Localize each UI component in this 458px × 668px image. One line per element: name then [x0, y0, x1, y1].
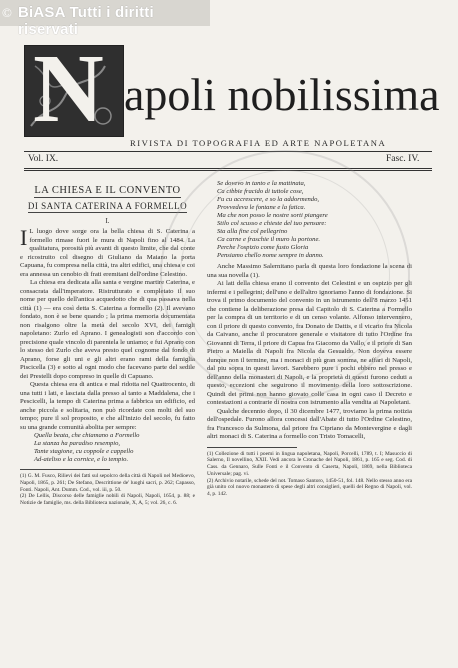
divider	[24, 168, 432, 169]
paragraph: Anche Massimo Salernitano parla di questa loro fondazione la scena di una sua novella (1).	[207, 263, 412, 279]
verse-line: La stanza ha paradiso resempio,	[34, 440, 121, 447]
journal-title: apoli nobilissima	[124, 69, 440, 120]
divider	[24, 151, 432, 152]
footnote: (1) Collezione di tutti i poemi in lingua napoletana, Napoli, Porcelli, 1789, t. I; Masuccio di Salerno, Il novellino, XXII. Vedi ancora le Cronache del Napoli, 1861, p. 165 e seg. Cod. di Cass. da Gennaro, Sulle Fonti e il Convento di Caserta, Napoli, 1869, nella Biblioteca Universale; pag. vi.	[207, 450, 412, 477]
watermark-text: BiASA Tutti i diritti riservati	[18, 4, 154, 38]
article-title: LA CHIESA E IL CONVENTO	[34, 185, 181, 196]
paragraph: La chiesa era dedicata alla santa e vergine martire Caterina, e consacrata dall'imperatore. Ristrutturato e completato il suo nome per quello dell'antica acquedotto che di qua passava nella città (1) — era così detta S. Caterina a formello (2). Il avevano fondato, non è se bene quando ; la prima memoria documentata non risalgono oltre la metà del secolo XVI, dei famigli napoletano: Zurlo ed Aprano. I genealogisti son d'accordo con precisione quale vincolo di parentela le uniamo; e fui Aprano con lo stesso dei Zurlo che aveva presto quel cognome dal fondo di Aprano, forse gli uni e gli altri erano rami della famiglia Piscicella (3) e sotto al ogni modo che facevano parte del sedile dei Prestelli dopo compreso in quelle di Capuano.	[20, 279, 195, 380]
footnote: (1) G. M. Fusco, Rilievi dei fatti sul sepolcro della città di Napoli nel Medioevo, Napoli, 1865, p. 261; De Stefano, Descrittione de' luoghi sacri, p. 262; Capasso, Fonti. Napoli, Ant. Dumm. Cod., vol. iii, p. 50.	[20, 473, 195, 493]
volume-label: Vol. IX.	[28, 154, 59, 164]
article-subtitle: DI SANTA CATERINA A FORMELLO	[27, 201, 188, 211]
paragraph: Questa chiesa era di antica e mal ridotta nel Quattrocento, di una tutti i lati, e lasciata dalla presso al tanto a Maddalena, che i Pescicelli, la tempo di Caterina prima a fabbrica un edificio, ed anche piccola e solitaria, non può ricordate con molti del suo tempo; pure il sol proposito, e che all'inizio del secolo, fu fatto su una grande comunità abolita per sempre:	[20, 381, 195, 431]
verse-line: Ca cibbie fracido di tuttole cose,	[217, 188, 304, 195]
verse-line: Quella beata, che chiamano a Formello	[34, 432, 140, 439]
section-number: I.	[105, 217, 110, 225]
watermark-banner	[0, 0, 210, 38]
footnote: (2) Archivio notarile, schede del not. Tomaso Santoro, 1450-51, fol. 148. Nello stesso anno era già unito col nuovo monastero di spese degli altri consiglieri, quelli del Regno di Napoli, vol. 4, p. 142.	[207, 477, 412, 498]
masthead-initial-letter: N	[33, 45, 104, 137]
paragraph: I L luogo dove sorge ora la bella chiesa di S. Caterina a formello rimase fuori le mura di Napoli fino al 1484. La qualitatura, porosità più avanti di questo limite, che dal conte e ricostruito col disegno di Giuliano da Maiano la porta Capuana, fu compresa nella città, tra altri edifici, una chiesa e coi era annessa un cenobio di frati eremitani dell'ordine Celestino.	[20, 225, 195, 278]
watermark-logo: ©	[2, 5, 12, 20]
footnote-divider	[207, 447, 297, 448]
paragraph: Qualche decennio dopo, il 30 dicembre 1477, troviamo la prima notizia dell'ospedale. Furono allora concessi dall'Abate di tutto l'Ordine Celestino, fra Francesco da Sulmona, dal priore fra Cipriano da Montevergine e dagli altri monaci di S. Caterina a formello con Tristo Tomacelli,	[207, 407, 412, 440]
masthead-initial	[24, 45, 124, 137]
footnote-divider	[20, 469, 110, 470]
fascicle-label: Fasc. IV.	[386, 154, 420, 164]
verse-line: Se dovevo in tanto e la mattinata,	[217, 180, 306, 187]
verse-line: Ca carne e fraschie il muro lu portone.	[217, 236, 321, 243]
verse-line: Provvedeva le fontane e la fatica.	[217, 204, 306, 211]
verse-line: Perche l'ospizio come fusto Gloria	[217, 244, 309, 251]
paragraph: Ai lati della chiesa erano il convento dei Celestini e un ospizio per gli infermi e i pellegrini; dell'uno e dell'altro ignoriamo l'anno di fondazione. Si trova il primo documento del convento in un istrumento dell'8 marzo 1451 che contiene la deliberazione presa dal Capitolo di S. Caterina a Formello per la compra di un territorio e di un censo volante. Alfonso intervennero, con il priore di questo convento, fra Donato de Dattis, e il vicario fra Nicola da Caivano, anche il procuratore generale e visitatore di tutto l'Ordine fra Giovanni di Terra, il priore di Capua fra Giacomo da Vallo, e il priore di San Pietro a Maiella di Napoli fra Nicola da Gesualdo. Non doveva essere dunque non il termine, ma i monaci di più gran somma, ne affari di Napoli, dal piu sopra in questi lavori. Sarebbero pure i pochi ebbero nel presso e dell'anno della monasteri di Napoli, e la proprietà di questi furono ceduti a questo, eccezioni che seguirono il movimento della loro sottoscrizione. Quindi dei primi non hanno giovato colle casa in ogni caso il Decreto e contestazioni a contrarie di nostra con istrumento alla vendita ai Napoletani.	[207, 280, 412, 406]
left-column	[20, 185, 195, 660]
right-column	[207, 180, 412, 665]
verse-line: Pensiamo chello nome sempre in danno.	[217, 252, 324, 259]
verse-line: Stilo col scusso e chieste del tuo pensare:	[217, 220, 327, 227]
divider	[24, 170, 432, 171]
drop-cap: I	[20, 225, 28, 250]
verse-line: Ma che non posso le nostre sorti piangere	[217, 212, 328, 219]
verse-line: Sta alla fine col pellegrino	[217, 228, 288, 235]
journal-subtitle: RIVISTA DI TOPOGRAFIA ED ARTE NAPOLETANA	[130, 138, 387, 148]
verse-line: Tante stagione, cu coppole e cappello	[34, 448, 134, 455]
footnote: (2) De Lellis, Discorso delle famiglie nobili di Napoli, Napoli, 1654, p. 88; e Notizie de famiglie, ms. della Biblioteca nazionale, X, A, 5; vol. 26, c. 6.	[20, 493, 195, 507]
verse-line: Fu cu accrescere, e so la addormendo,	[217, 196, 320, 203]
verse-line: Ad-ateliso e la cornice, e lo tempio.	[34, 456, 129, 463]
